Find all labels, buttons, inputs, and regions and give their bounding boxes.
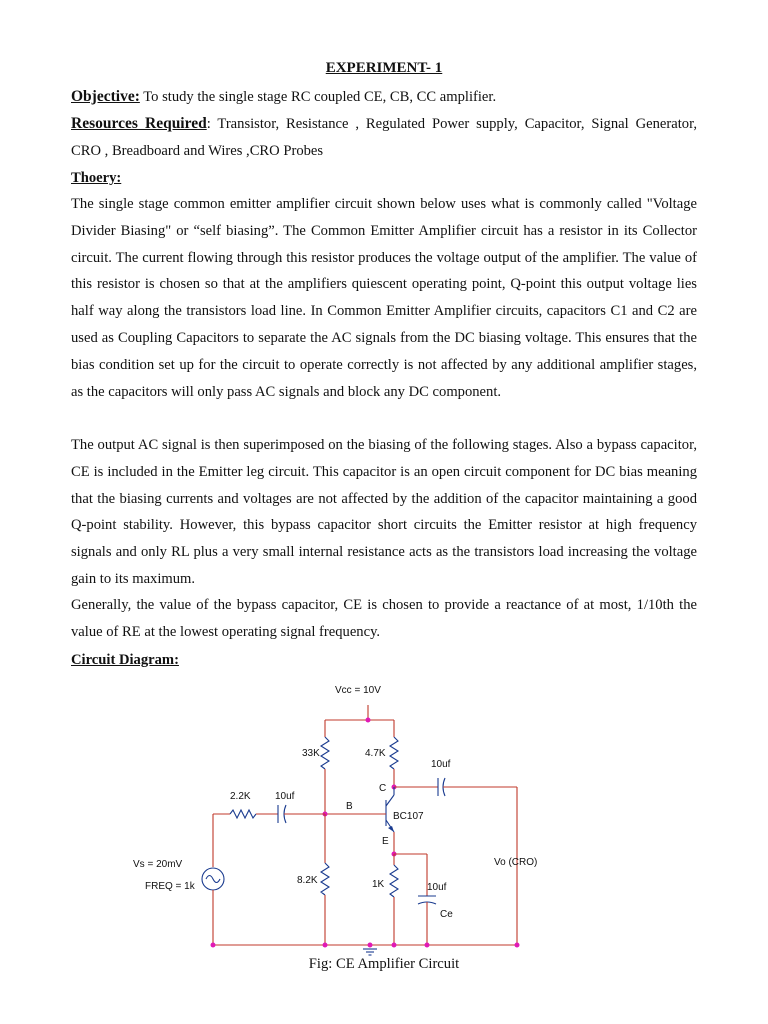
theory-paragraph-1: The single stage common emitter amplifier circuit shown below uses what is commonly called "Voltage Divider Biasing" or “self biasing”. The Common Emitter Amplifier circuit has a resistor in its Collector circuit. The current flowing through this resistor produces the voltage output of the amplifier. The value of this resistor is chosen so that at the amplifiers quiescent operating point, Q-point this output voltage lies half way along the transistors load line. In Common Emitter Amplifier circuits, capacitors C1 and C2 are used as Coupling Capacitors to separate the AC signals from the DC biasing voltage. This ensures that the bias condition set up for the circuit to operate correctly is not affected by any additional amplifier stages, as the capacitors will only pass AC signals and block any DC component. bbox=[71, 196, 697, 400]
rc-resistor bbox=[390, 737, 398, 769]
collector-label: C bbox=[379, 783, 387, 794]
c1-label: 10uf bbox=[275, 791, 295, 802]
transistor-label: BC107 bbox=[393, 811, 424, 822]
freq-label: FREQ = 1k bbox=[145, 881, 195, 892]
objective-line bbox=[71, 84, 697, 111]
theory-heading: Thoery: bbox=[71, 170, 122, 186]
r1-resistor bbox=[321, 737, 329, 769]
vcc-node bbox=[366, 718, 371, 723]
resources-paragraph bbox=[71, 111, 697, 165]
ce-amplifier-circuit-diagram bbox=[120, 675, 580, 975]
r2-resistor bbox=[321, 863, 329, 895]
base-label: B bbox=[346, 801, 353, 812]
ground-node-4 bbox=[425, 943, 430, 948]
ce-value-label: 10uf bbox=[427, 882, 447, 893]
emitter-arrow bbox=[388, 826, 394, 832]
theory-paragraph-3: Generally, the value of the bypass capacitor, CE is chosen to provide a reactance of at most, 1/10th the value of RE at the lowest operating signal frequency. bbox=[71, 597, 697, 640]
transistor-collector-lead bbox=[386, 795, 394, 806]
ce-name-label: Ce bbox=[440, 909, 453, 920]
figure-caption: Fig: CE Amplifier Circuit bbox=[308, 956, 460, 972]
objective-label: Objective: bbox=[71, 88, 140, 105]
re-resistor bbox=[390, 865, 398, 897]
ground-node-6 bbox=[368, 943, 373, 948]
experiment-title: EXPERIMENT- 1 bbox=[325, 60, 443, 76]
rc-label: 4.7K bbox=[365, 748, 386, 759]
c2-label: 10uf bbox=[431, 759, 451, 770]
ground-node-3 bbox=[392, 943, 397, 948]
r1-label: 33K bbox=[302, 748, 320, 759]
rs-label: 2.2K bbox=[230, 791, 251, 802]
objective-text: To study the single stage RC coupled CE, CB, CC amplifier. bbox=[139, 89, 497, 105]
theory-paragraph-2: The output AC signal is then superimposed on the biasing of the following stages. Also a bypass capacitor, CE is included in the Emitter leg circuit. This capacitor is an open circuit component for DC bias meaning that the biasing currents and voltages are not affected by the addition of the capacitor maintaining a good Q-point stability. However, this bypass capacitor short circuits the Emitter resistor at high frequency signals and only RL plus a very small internal resistance acts as the transistors load increasing the voltage gain to its maximum. bbox=[71, 437, 697, 587]
vcc-label: Vcc = 10V bbox=[335, 685, 381, 696]
sine-icon bbox=[206, 876, 220, 883]
vs-label: Vs = 20mV bbox=[133, 859, 183, 870]
ground-node-1 bbox=[211, 943, 216, 948]
resources-label: Resources Required bbox=[71, 115, 207, 132]
rs-resistor bbox=[230, 810, 256, 818]
r2-label: 8.2K bbox=[297, 875, 318, 886]
circuit-svg bbox=[120, 675, 580, 975]
ground-node-2 bbox=[323, 943, 328, 948]
vo-label: Vo (CRO) bbox=[494, 857, 538, 868]
re-label: 1K bbox=[372, 879, 385, 890]
emitter-label: E bbox=[382, 836, 389, 847]
resources-text: : Transistor, Resistance , Regulated Power supply, Capacitor, Signal Generator, CRO , Breadboard and Wires ,CRO Probes bbox=[71, 116, 697, 159]
circuit-heading: Circuit Diagram: bbox=[71, 652, 179, 668]
ground-node-5 bbox=[515, 943, 520, 948]
